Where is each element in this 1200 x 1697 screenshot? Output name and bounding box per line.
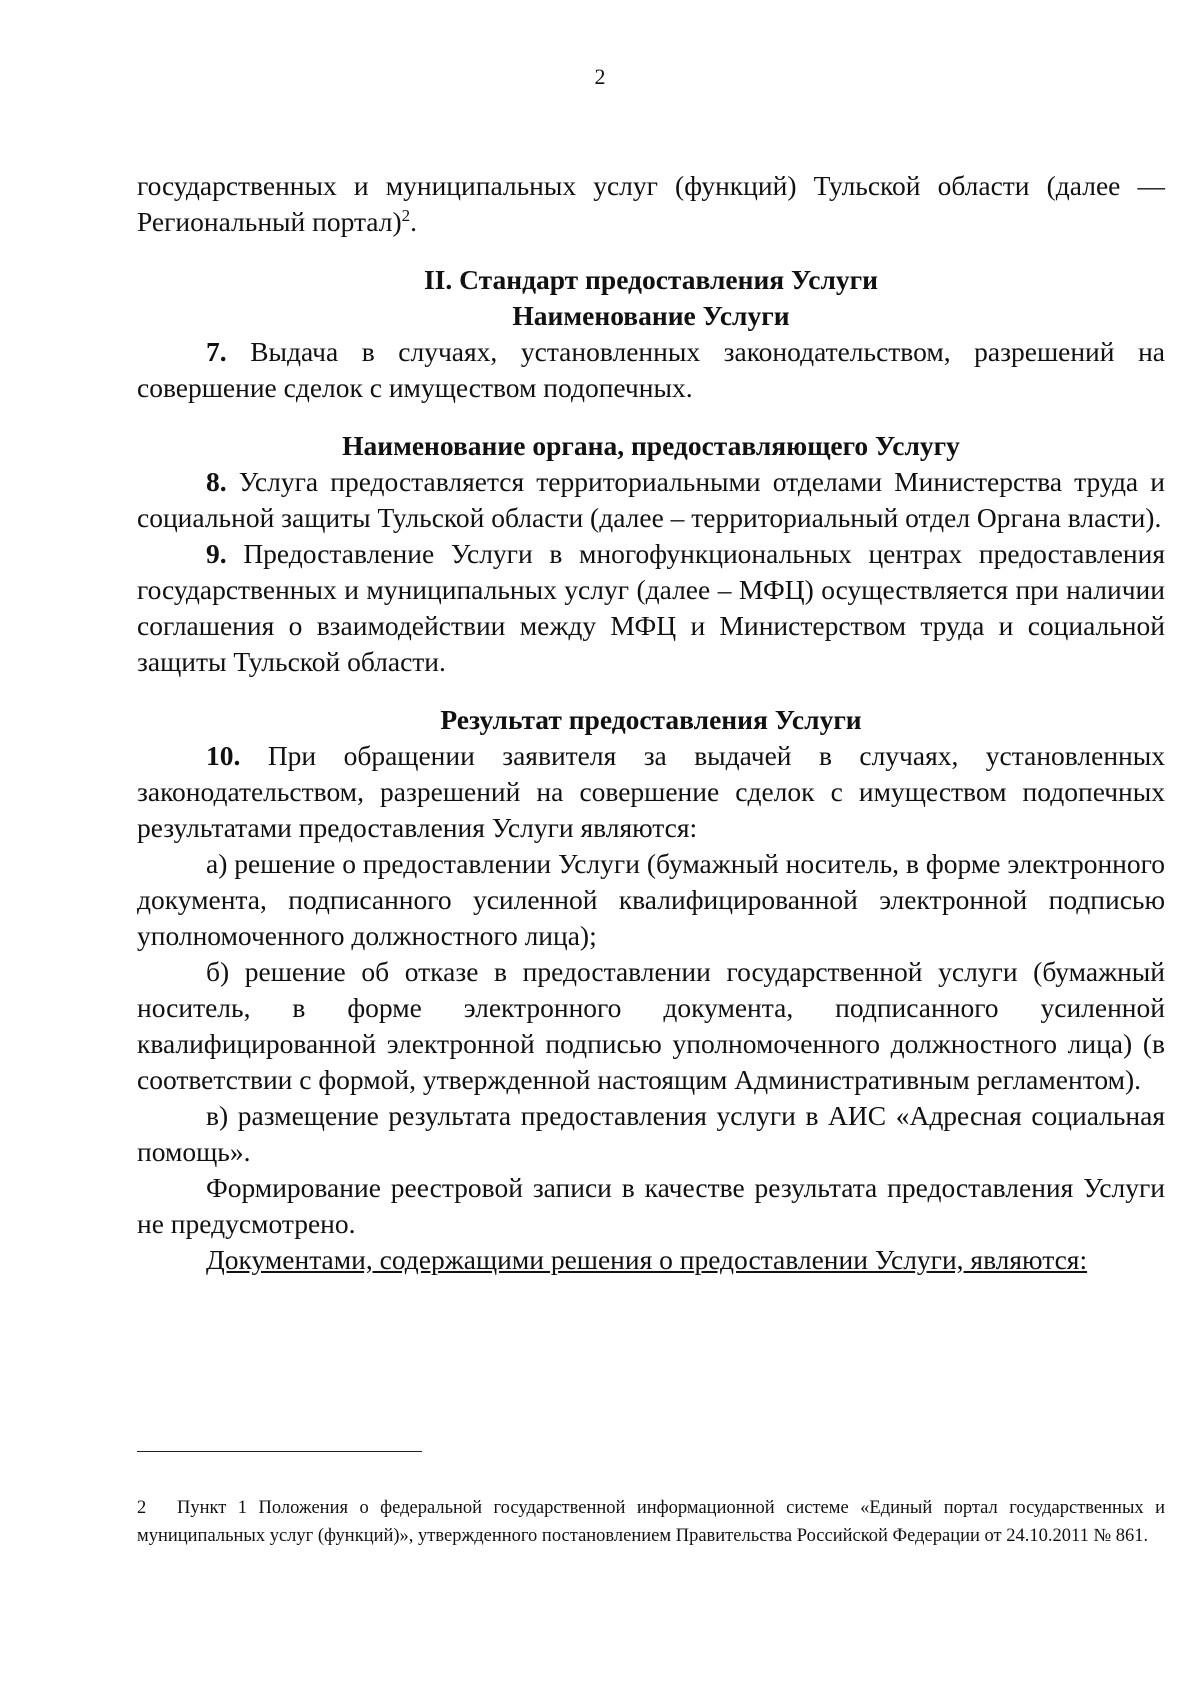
list-item-a: а) решение о предоставлении Услуги (бумажный носитель, в форме электронного документа, подписанного усиленной квалифицированной электронной подписью уполномоченного должностного лица); [137, 848, 1165, 951]
intro-end: . [410, 206, 418, 237]
paragraph-number: 9. [206, 538, 227, 569]
paragraph-text: При обращении заявителя за выдачей в случаях, установленных законодательством, разрешений на совершение сделок с имуществом подопечных результатами предоставления Услуги являются: [137, 740, 1165, 843]
footnote-text: Пункт 1 Положения о федеральной государственной информационной системе «Единый портал государственных и муниципальных услуг (функций)», утвержденного постановлением Правительства Российской Федерации от 24.10.2011 № 861. [137, 1498, 1165, 1546]
page-number: 2 [594, 64, 606, 89]
paragraph-8 [137, 464, 1165, 536]
footnote [137, 1494, 1165, 1550]
paragraph-text: Выдача в случаях, установленных законодательством, разрешений на совершение сделок с имуществом подопечных. [137, 336, 1165, 403]
section-title: II. Стандарт предоставления Услуги [423, 264, 878, 295]
paragraph-7 [137, 334, 1165, 406]
documents-heading: Документами, содержащими решения о предоставлении Услуги, являются: [206, 1244, 1088, 1275]
paragraph-10 [137, 738, 1165, 846]
intro-paragraph [137, 168, 1165, 240]
intro-text: государственных и муниципальных услуг (функций) Тульской области (далее — Региональный портал) [137, 170, 1165, 237]
heading-result: Результат предоставления Услуги [440, 704, 862, 735]
list-item-v: в) размещение результата предоставления услуги в АИС «Адресная социальная помощь». [137, 1100, 1165, 1167]
heading-organ: Наименование органа, предоставляющего Услугу [342, 430, 960, 461]
subtitle-service-name: Наименование Услуги [512, 300, 790, 331]
paragraph-text: Услуга предоставляется территориальными отделами Министерства труда и социальной защиты Тульской области (далее – территориальный отдел Органа власти). [137, 466, 1165, 533]
footnote-reference[interactable]: 2 [401, 205, 411, 225]
footnote-divider [137, 1451, 422, 1452]
list-item-b: б) решение об отказе в предоставлении государственной услуги (бумажный носитель, в форме электронного документа, подписанного усиленной квалифицированной электронной подписью уполномоченного должностного лица) (в соответствии с формой, утвержденной настоящим Административным регламентом). [137, 956, 1165, 1095]
paragraph-text: Предоставление Услуги в многофункциональных центрах предоставления государственных и муниципальных услуг (далее – МФЦ) осуществляется при наличии соглашения о взаимодействии между МФЦ и Министерством труда и социальной защиты Тульской области. [137, 538, 1165, 677]
paragraph-9 [137, 536, 1165, 680]
footnote-mark: 2 [137, 1498, 147, 1518]
paragraph-number: 10. [206, 740, 241, 771]
registry-paragraph: Формирование реестровой записи в качестве результата предоставления Услуги не предусмотрено. [137, 1172, 1165, 1239]
documents-paragraph [137, 1242, 1165, 1278]
paragraph-number: 8. [206, 466, 227, 497]
paragraph-number: 7. [206, 336, 227, 367]
document-body [137, 168, 1165, 1278]
